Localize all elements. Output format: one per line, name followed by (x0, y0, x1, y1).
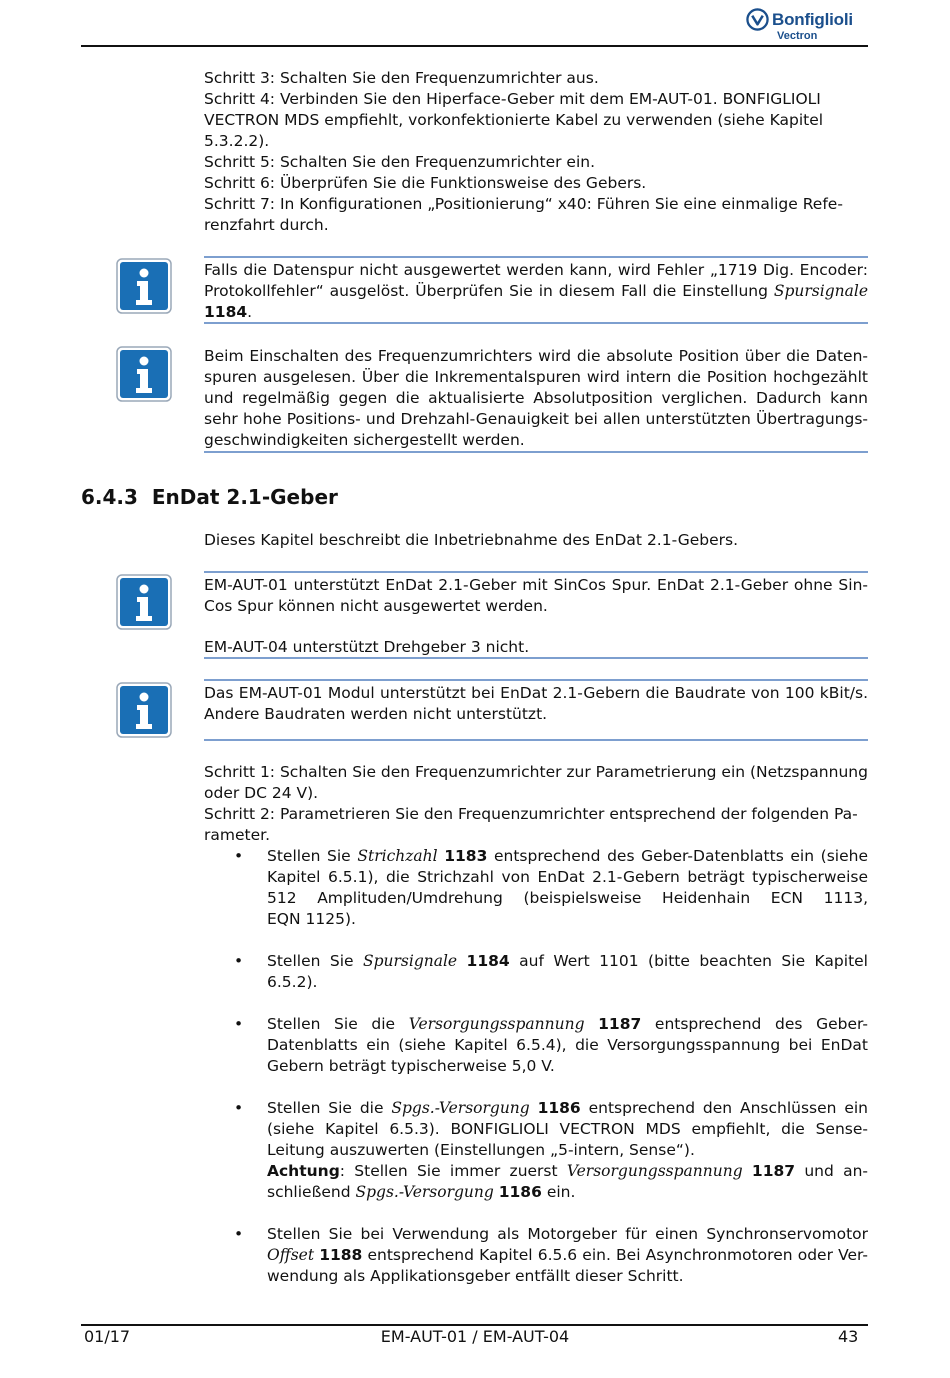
parameter-number: 1186 (537, 1099, 581, 1117)
info-line: geschwindigkeiten sichergestellt werden. (204, 431, 525, 449)
bullet-line: (siehe Kapitel 6.5.3). BONFIGLIOLI VECTRON MDS empfiehlt, die Sense- (267, 1120, 868, 1138)
info-line: Cos Spur können nicht ausgewertet werden. (204, 597, 548, 615)
bullet-dot-icon: • (234, 1225, 244, 1243)
info-line: Falls die Datenspur nicht ausgewertet werden kann, wird Fehler „1719 Dig. Encoder: (204, 261, 868, 279)
parameter-name: Spursignale (773, 282, 868, 300)
warning-label: Achtung (267, 1162, 340, 1180)
info-line: EM-AUT-01 unterstützt EnDat 2.1-Geber mit SinCos Spur. EnDat 2.1-Geber ohne Sin- (204, 576, 868, 594)
bullet-text: Stellen Sie (267, 847, 351, 865)
bullet-text: ein. (546, 1183, 576, 1201)
bullet-item (204, 846, 868, 930)
parameter-name: Spgs.-Versorgung (391, 1099, 530, 1117)
section-title: EnDat 2.1-Geber (151, 485, 338, 509)
info-line: und regelmäßig gegen die aktualisierte Absolutposition verglichen. Dadurch kann (204, 389, 868, 407)
bullet-line (267, 1182, 868, 1203)
steps-bottom (204, 762, 868, 846)
section-heading (81, 484, 338, 510)
bullet-text: auf Wert 1101 (bitte beachten Sie Kapitel (519, 952, 868, 970)
bullet-line: Kapitel 6.5.1), die Strichzahl von EnDat 2.1-Gebern beträgt typischerweise (267, 868, 868, 886)
parameter-name: Offset (267, 1246, 315, 1264)
bullet-dot-icon: • (234, 847, 244, 865)
parameter-number: 1186 (498, 1183, 542, 1201)
parameter-number: 1187 (751, 1162, 796, 1180)
info-icon (116, 346, 172, 402)
intro-line: Dieses Kapitel beschreibt die Inbetriebnahme des EnDat 2.1-Gebers. (204, 531, 739, 549)
footer-document-title: EM-AUT-01 / EM-AUT-04 (380, 1327, 570, 1346)
steps-top (204, 68, 868, 236)
bonfiglioli-logo-icon (746, 8, 769, 31)
bullet-text: Stellen Sie die (267, 1015, 396, 1033)
logo-name: Bonfiglioli (772, 10, 853, 29)
parameter-name: Versorgungsspannung (566, 1162, 743, 1180)
parameter-name: Spursignale (362, 952, 458, 970)
bullet-text: entsprechend den Anschlüssen ein (588, 1099, 868, 1117)
bullet-line (267, 1098, 868, 1119)
bullet-line: Datenblatts ein (siehe Kapitel 6.5.4), die Versorgungsspannung bei EnDat (267, 1036, 868, 1054)
bullet-dot-icon: • (234, 952, 244, 970)
info-text: . (247, 303, 253, 321)
brand-logo (746, 8, 868, 44)
step-line: Schritt 6: Überprüfen Sie die Funktionsweise des Gebers. (204, 174, 647, 192)
bullet-line (267, 951, 868, 972)
step-line: Schritt 1: Schalten Sie den Frequenzumrichter zur Parametrierung ein (Netzspannung (204, 763, 868, 781)
info-note-3 (204, 571, 868, 659)
bullet-line (267, 846, 868, 867)
info-text: Protokollfehler“ ausgelöst. Überprüfen Sie in diesem Fall die Einstellung (204, 282, 768, 300)
info-line (204, 302, 868, 323)
section-intro (204, 530, 868, 551)
info-line: Beim Einschalten des Frequenzumrichters wird die absolute Position über die Daten- (204, 347, 868, 365)
bullet-line: Gebern beträgt typischerweise 5,0 V. (267, 1057, 555, 1075)
parameter-name: Spgs.-Versorgung (355, 1183, 494, 1201)
footer-date: 01/17 (84, 1327, 131, 1346)
parameter-name: Versorgungsspannung (408, 1015, 585, 1033)
logo-subtitle: Vectron (777, 30, 818, 42)
bullet-dot-icon: • (234, 1015, 244, 1033)
bullet-text: : Stellen Sie immer zuerst (339, 1162, 558, 1180)
bullet-text: Stellen Sie (267, 952, 354, 970)
bullet-item (204, 951, 868, 993)
step-line: Schritt 5: Schalten Sie den Frequenzumrichter ein. (204, 153, 596, 171)
parameter-number: 1188 (319, 1246, 363, 1264)
step-line: renzfahrt durch. (204, 216, 329, 234)
info-line: sehr hohe Positions- und Drehzahl-Genauigkeit bei allen unterstützten Übertragungs- (204, 410, 868, 428)
parameter-number: 1184 (466, 952, 510, 970)
info-icon (116, 258, 172, 314)
bullet-line (267, 1014, 868, 1035)
parameter-number: 1184 (204, 303, 248, 321)
step-line: VECTRON MDS empfiehlt, vorkonfektionierte Kabel zu verwenden (siehe Kapitel (204, 111, 824, 129)
parameter-number: 1187 (598, 1015, 642, 1033)
bullet-text: und an- (804, 1162, 868, 1180)
info-icon (116, 574, 172, 630)
bullet-text: entsprechend des Geber-Datenblatts ein (siehe (493, 847, 868, 865)
header-rule (81, 45, 868, 47)
step-line: rameter. (204, 826, 270, 844)
bullet-item (204, 1224, 868, 1287)
info-note-2 (204, 343, 868, 453)
info-note-1 (204, 256, 868, 324)
bullet-line: EQN 1125). (267, 910, 356, 928)
bullet-text: entsprechend des Geber- (654, 1015, 868, 1033)
step-line: Schritt 2: Parametrieren Sie den Frequenzumrichter entsprechend der folgenden Pa- (204, 805, 858, 823)
step-line: Schritt 7: In Konfigurationen „Positionierung“ x40: Führen Sie eine einmalige Refe- (204, 195, 843, 213)
bullet-text: entsprechend Kapitel 6.5.6 ein. Bei Asynchronmotoren oder Ver- (367, 1246, 868, 1264)
step-line: Schritt 3: Schalten Sie den Frequenzumrichter aus. (204, 69, 599, 87)
step-line: Schritt 4: Verbinden Sie den Hiperface-Geber mit dem EM-AUT-01. BONFIGLIOLI (204, 90, 821, 108)
bullet-line (267, 1161, 868, 1182)
step-line: oder DC 24 V). (204, 784, 319, 802)
step-line: 5.3.2.2). (204, 132, 270, 150)
bullet-line (267, 1245, 868, 1266)
bullet-item (204, 1014, 868, 1077)
footer-rule (81, 1324, 868, 1326)
info-note-4 (204, 679, 868, 741)
bullet-text: Stellen Sie die (267, 1099, 384, 1117)
info-line: EM-AUT-04 unterstützt Drehgeber 3 nicht. (204, 638, 530, 656)
bullet-line: Leitung auszuwerten (Einstellungen „5-intern, Sense“). (267, 1141, 695, 1159)
bullet-line: Stellen Sie bei Verwendung als Motorgeber für einen Synchronservomotor (267, 1225, 868, 1243)
info-line: Andere Baudraten werden nicht unterstützt. (204, 705, 548, 723)
parameter-number: 1183 (444, 847, 488, 865)
parameter-name: Strichzahl (357, 847, 438, 865)
page-number: 43 (838, 1327, 859, 1346)
bullet-dot-icon: • (234, 1099, 244, 1117)
bullet-item (204, 1098, 868, 1203)
bullet-line: 512 Amplituden/Umdrehung (beispielsweise Heidenhain ECN 1113, (267, 889, 868, 907)
bullet-line: wendung als Applikationsgeber entfällt dieser Schritt. (267, 1267, 684, 1285)
section-number: 6.4.3 (81, 485, 138, 509)
parameter-bullet-list (204, 846, 868, 1287)
info-line: Das EM-AUT-01 Modul unterstützt bei EnDat 2.1-Gebern die Baudrate von 100 kBit/s. (204, 684, 868, 702)
info-line: spuren ausgelesen. Über die Inkrementalspuren wird intern die Position hochgezählt (204, 368, 868, 386)
info-icon (116, 682, 172, 738)
info-line (204, 281, 868, 302)
bullet-line: 6.5.2). (267, 973, 318, 991)
bullet-text: schließend (267, 1183, 351, 1201)
